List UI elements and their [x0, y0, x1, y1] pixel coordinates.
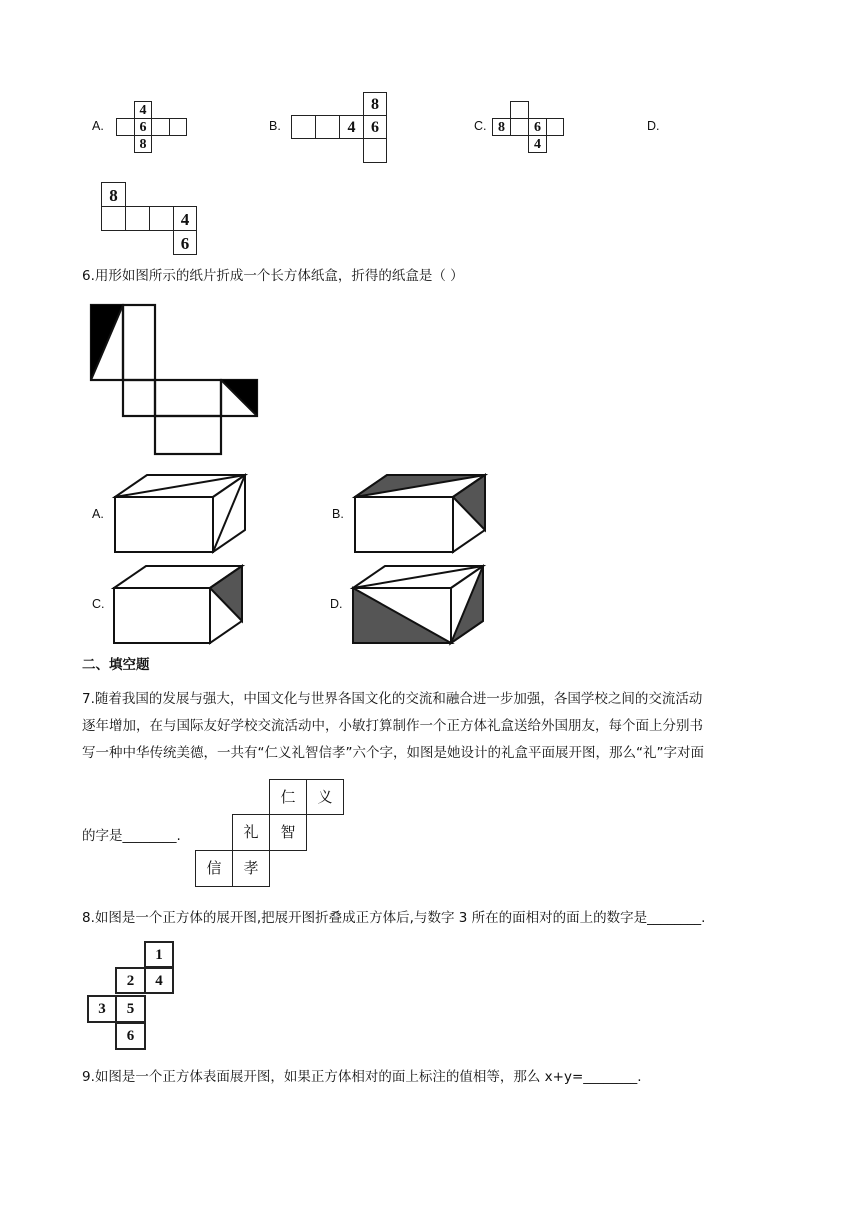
net-d-num-4: 4 [180, 210, 190, 229]
q7-face-ren: 仁 [269, 779, 307, 815]
net-b-num-4: 4 [347, 119, 356, 136]
q9-stem: 9.如图是一个正方体表面展开图，如果正方体相对的面上标注的值相等，那么 x+y=________. [82, 1069, 642, 1085]
net-d-num-6: 6 [180, 234, 190, 253]
q7-stem [82, 686, 782, 767]
q5-option-d-label: D. [647, 119, 660, 133]
q7-line-1: 7.随着我国的发展与强大，中国文化与世界各国文化的交流和融合进一步加强，各国学校之间的交流活动 [82, 691, 703, 707]
q7-stem-tail: 的字是________. [82, 828, 181, 844]
q6-option-a-label: A. [92, 507, 104, 521]
q8-face-5 [115, 995, 146, 1023]
section-2-title: 二、填空题 [82, 657, 150, 673]
q8-num-5: 5 [126, 1001, 135, 1017]
q8-num-3: 3 [98, 1001, 106, 1017]
net-a-num-top: 4 [139, 103, 147, 118]
net-b-num-6: 6 [371, 119, 379, 136]
q7-face-xiao: 孝 [232, 850, 270, 887]
net-c-num-6: 6 [534, 120, 541, 135]
q8-face-3 [87, 995, 117, 1023]
q5-option-a-label: A. [92, 119, 104, 133]
net-a-num-mid: 6 [139, 120, 147, 135]
net-c-num-8: 8 [498, 120, 505, 135]
q5-option-c-label: C. [474, 119, 487, 133]
q7-face-li: 礼 [232, 814, 270, 851]
q8-stem: 8.如图是一个正方体的展开图,把展开图折叠成正方体后,与数字 3 所在的面相对的面上的数字是________. [82, 910, 706, 926]
q6-option-b-label: B. [332, 507, 344, 521]
q8-num-2: 2 [126, 973, 135, 989]
q8-num-1: 1 [155, 947, 163, 963]
q6-option-d-label: D. [330, 597, 343, 611]
q5-option-b-label: B. [269, 119, 281, 133]
q7-face-yi: 义 [306, 779, 344, 815]
q7-face-xin: 信 [195, 850, 233, 887]
q8-face-4 [144, 967, 174, 994]
q8-face-6 [115, 1022, 146, 1050]
net-b-num-top: 8 [371, 96, 379, 113]
q6-stem: 6.用形如图所示的纸片折成一个长方体纸盒，折得的纸盒是（ ） [82, 268, 464, 284]
q8-num-6: 6 [126, 1028, 135, 1044]
q8-num-4: 4 [155, 973, 163, 989]
q7-line-2: 逐年增加，在与国际友好学校交流活动中，小敏打算制作一个正方体礼盒送给外国朋友，每个面上分别书 [82, 718, 703, 734]
q7-face-zhi: 智 [269, 814, 307, 851]
q8-face-1 [144, 941, 174, 968]
net-a-num-bottom: 8 [139, 137, 147, 152]
q6-option-c-label: C. [92, 597, 105, 611]
net-c-num-4: 4 [534, 137, 541, 152]
q8-face-2 [115, 967, 146, 994]
net-d-num-8: 8 [109, 186, 118, 205]
q7-line-3: 写一种中华传统美德，一共有“仁义礼智信孝”六个字，如图是她设计的礼盒平面展开图，那么“礼”字对面 [82, 745, 704, 761]
